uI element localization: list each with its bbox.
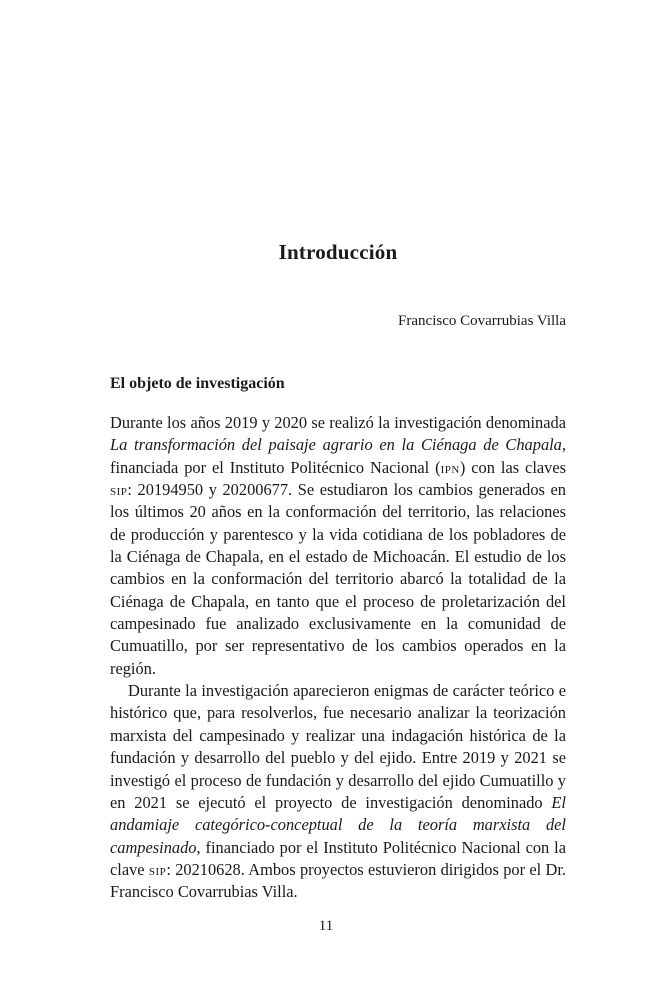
p1-sip-abbrev: sip <box>110 480 128 500</box>
p2-text-c: : 20210628. Ambos proyectos estuvieron dirigidos por el Dr. Francisco Covarrubias Villa. <box>110 859 567 902</box>
p1-text-c: ) con las claves <box>459 457 567 477</box>
chapter-author: Francisco Covarrubias Villa <box>398 313 566 329</box>
p1-text-b: , financiada por el Instituto Politécnico Nacional ( <box>110 435 566 477</box>
body-text <box>110 412 566 904</box>
p1-project-title: La transformación del paisaje agrario en la Ciénaga de Chapala <box>110 435 562 455</box>
p2-text-a: Durante la investigación aparecieron enigmas de carácter teórico e histórico que, para resolverlos, fue necesario analizar la teorización marxista del campesinado y realizar una indagación histórica de la fundación y desarrollo del pueblo y del ejido. Entre 2019 y 2021 se investigó el proceso de fundación y desarrollo del ejido Cumuatillo y en 2021 se ejecutó el proyecto de investigación denominado <box>110 681 566 812</box>
p2-sip-abbrev: sip <box>148 859 167 879</box>
p1-ipn-abbrev: ipn <box>440 457 460 477</box>
p2-text-b: , financiado por el Instituto Politécnico Nacional con la clave <box>110 837 566 879</box>
section-heading: El objeto de investigación <box>110 375 285 392</box>
chapter-title: Introducción <box>278 240 398 264</box>
paragraph-2 <box>110 680 566 903</box>
p1-text-d: : 20194950 y 20200677. Se estudiaron los cambios generados en los últimos 20 años en la conformación del territorio, las relaciones de producción y parentesco y la vida cotidiana de los pobladores de la Ciénaga de Chapala, en el estado de Michoacán. El estudio de los cambios en la conformación del territorio abarcó la totalidad de la Ciénaga de Chapala, en tanto que el proceso de proletarización del campesinado fue analizado exclusivamente en la comunidad de Cumuatillo, por ser representativo de los cambios operados en la región. <box>110 480 566 678</box>
paragraph-1 <box>110 412 566 680</box>
p1-text-a: Durante los años 2019 y 2020 se realizó la investigación denominada <box>110 413 566 432</box>
p2-project-title: El andamiaje categórico-conceptual de la teoría marxista del campesinado <box>110 792 566 857</box>
page-number: 11 <box>318 918 334 934</box>
